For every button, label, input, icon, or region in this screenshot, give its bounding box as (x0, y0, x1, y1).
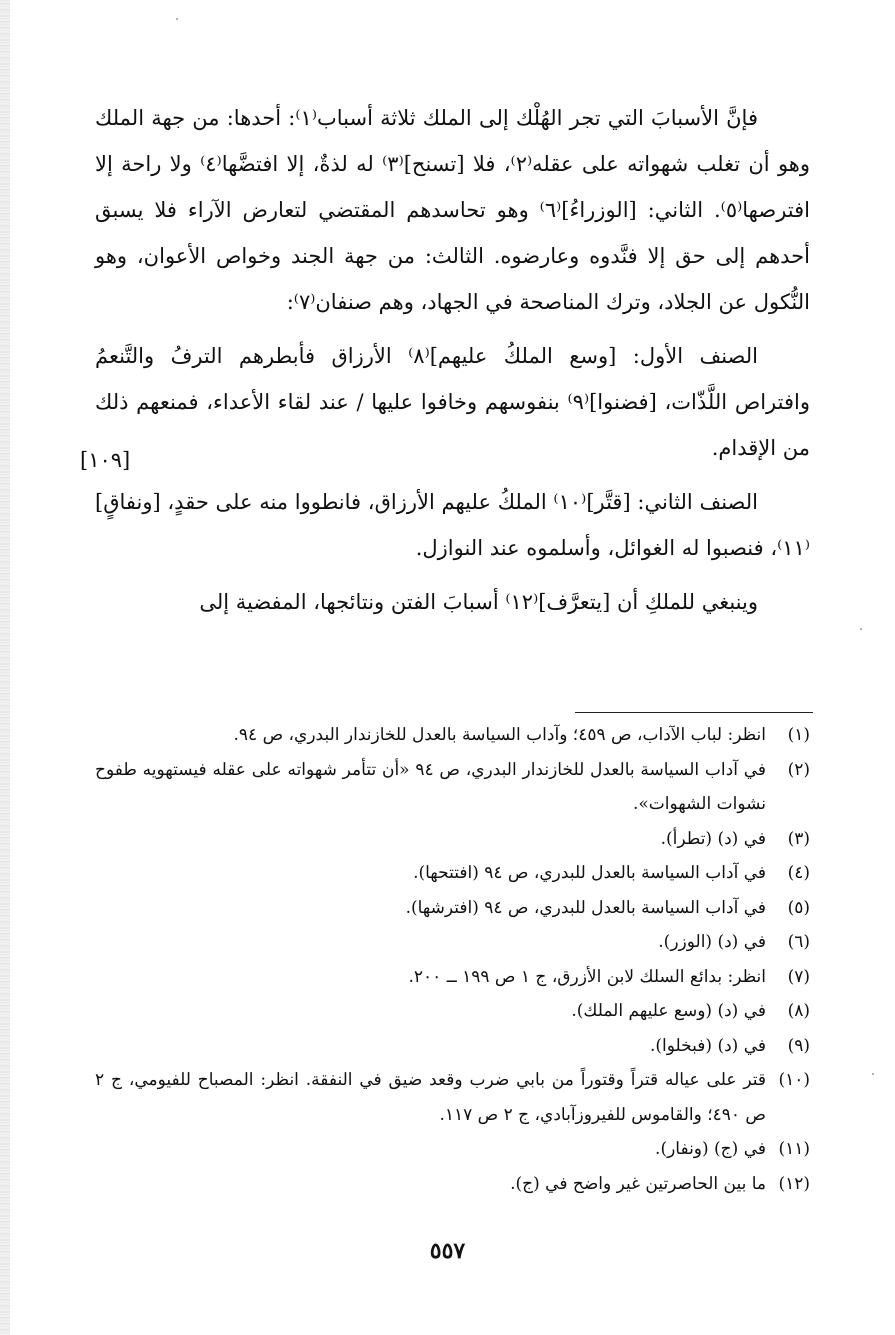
footnote-item (95, 753, 810, 822)
footnote-separator (575, 712, 813, 713)
footnote-item (95, 1167, 810, 1202)
footnote-item (95, 994, 810, 1029)
footnote-item (95, 718, 810, 753)
paragraph-intro: فإنَّ الأسبابَ التي تجر الهُلْك إلى الملك ثلاثة أسباب⁽١⁾: أحدها: من جهة الملك وهو أن تغلب شهواته على عقله⁽٢⁾، فلا [تسنح]⁽٣⁾ له لذةٌ، إلا افتضَّها⁽٤⁾ ولا راحة إلا افترصها⁽٥⁾. الثاني: [الوزراءُ]⁽٦⁾ وهو تحاسدهم المقتضي لتعارض الآراء فلا يسبق أحدهم إلى حق إلا فنَّدوه وعارضوه. الثالث: من جهة الجند وخواص الأعوان، وهو النُّكول عن الجلاد، وترك المناصحة في الجهاد، وهم صنفان⁽٧⁾: (95, 106, 811, 314)
footnote-number: (٨) (787, 1001, 810, 1021)
scan-speck (872, 1073, 874, 1075)
footnote-number: (٤) (787, 863, 810, 883)
paragraph-first-type: الصنف الأول: [وسع الملكُ عليهم]⁽٨⁾ الأرزاق فأبطرهم الترفُ والتَّنعمُ وافتراص اللَّذّات، [فضنوا]⁽٩⁾ بنفوسهم وخافوا عليها / عند لقاء الأعداء، فمنعهم ذلك من الإقدام. (95, 344, 810, 460)
footnote-text: انظر: لباب الآداب، ص ٤٥٩؛ وآداب السياسة بالعدل للخازندار البدري، ص ٩٤. (233, 725, 766, 745)
footnote-item (95, 856, 810, 891)
footnotes-section (95, 718, 810, 1201)
footnote-item (95, 960, 810, 995)
footnote-item (95, 1132, 810, 1167)
footnote-number: (٩) (787, 1035, 810, 1056)
footnote-number: (١٢) (778, 1173, 810, 1194)
footnote-text: في (د) (وسع عليهم الملك). (571, 1001, 766, 1021)
main-text-block (95, 95, 810, 625)
footnote-text: في (د) (فبخلوا). (650, 1035, 766, 1056)
footnote-text: في (د) (تطرأ). (660, 828, 766, 849)
footnote-text: في (د) (الوزر). (658, 932, 766, 952)
scan-speck (860, 628, 862, 630)
footnote-item (95, 822, 810, 857)
paragraph-closing: وينبغي للملكِ أن [يتعرَّف]⁽١٢⁾ أسبابَ الفتن ونتائجها، المفضية إلى (199, 590, 758, 614)
footnote-number: (٧) (787, 966, 810, 987)
footnote-text: ما بين الحاصرتين غير واضح في (ج). (510, 1173, 766, 1194)
footnote-item (95, 925, 810, 960)
footnote-text: في آداب السياسة بالعدل للبدري، ص ٩٤ (افتتحها). (413, 863, 766, 883)
footnote-text: انظر: بدائع السلك لابن الأزرق، ج ١ ص ١٩٩ ــ ٢٠٠. (408, 966, 766, 987)
footnote-text: في آداب السياسة بالعدل للخازندار البدري، ص ٩٤ «أن تتأمر شهواته على عقله فيستهويه طفوح نشوات الشهوات». (95, 759, 766, 814)
footnote-text: قتر على عياله قتراً وقتوراً من بابي ضرب وقعد ضيق في النفقة. انظر: المصباح للفيومي، ج ٢ ص ٤٩٠؛ والقاموس للفيروزآبادي، ج ٢ ص ١١٧. (95, 1070, 766, 1125)
manuscript-page-reference: [١٠٩] (80, 448, 131, 472)
footnote-text: في (ج) (ونفار). (655, 1139, 766, 1159)
page-number: ٥٥٧ (429, 1238, 466, 1264)
footnote-number: (١٠) (778, 1070, 810, 1090)
footnote-number: (٣) (787, 828, 810, 849)
footnote-number: (٦) (787, 932, 810, 952)
scan-speck (176, 18, 178, 20)
footnote-number: (١١) (778, 1139, 810, 1159)
footnote-item (95, 1029, 810, 1064)
footnote-text: في آداب السياسة بالعدل للبدري، ص ٩٤ (افترشها). (405, 897, 766, 918)
scan-edge-shadow (0, 0, 10, 1335)
footnote-number: (٢) (787, 759, 810, 780)
footnote-number: (٥) (787, 897, 810, 918)
paragraph-second-type: الصنف الثاني: [قتَّر]⁽١٠⁾ الملكُ عليهم الأرزاق، فانطووا منه على حقدٍ، [ونفاقٍ]⁽١١⁾، فنصبوا له الغوائل، وأسلموه عند النوازل. (95, 490, 810, 560)
footnote-number: (١) (787, 725, 810, 745)
footnote-item (95, 891, 810, 926)
footnote-item (95, 1063, 810, 1132)
